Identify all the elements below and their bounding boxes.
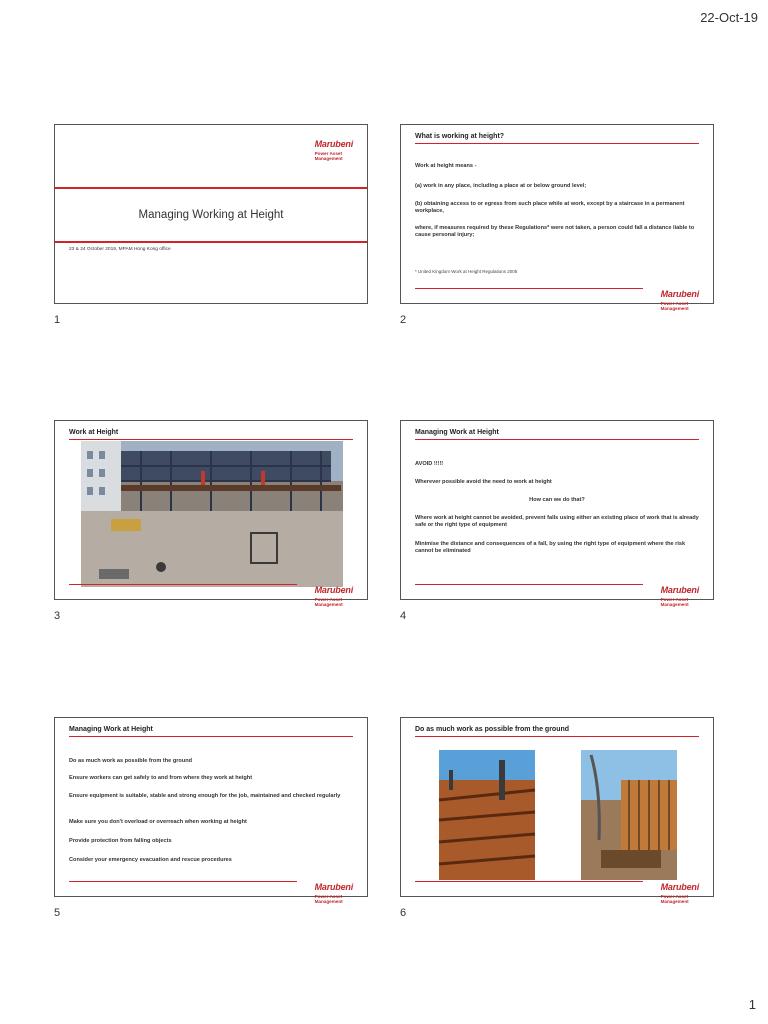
formwork-photo xyxy=(439,750,535,880)
text-line: Ensure equipment is suitable, stable and strong enough for the job, maintained and checked regularly xyxy=(69,793,341,799)
text-line: Do as much work as possible from the ground xyxy=(69,758,193,764)
slide-title: Work at Height xyxy=(69,429,119,436)
slide-5 xyxy=(54,717,368,904)
title-rule xyxy=(415,143,699,144)
slide-1 xyxy=(54,124,368,304)
slide-subtitle: 23 & 24 October 2019, MPAM Hong Kong office xyxy=(69,247,171,252)
slide-number: 6 xyxy=(400,907,407,919)
title-rule xyxy=(69,736,353,737)
marubeni-logo: Marubeni Power Asset Management xyxy=(660,882,699,904)
footer-rule xyxy=(415,881,643,882)
slide-3 xyxy=(54,420,368,607)
text-line: Provide protection from falling objects xyxy=(69,838,172,844)
text-line: Minimise the distance and consequences of a fall, by using the right type of equipment where the risk cannot be eliminated xyxy=(415,541,686,554)
footnote: * United Kingdom Work at Height Regulations 2005 xyxy=(415,269,518,274)
slide-number: 3 xyxy=(54,610,61,622)
slide-number: 5 xyxy=(54,907,61,919)
slide-title: Managing Work at Height xyxy=(415,429,499,436)
text-line: Consider your emergency evacuation and rescue procedures xyxy=(69,857,232,863)
footer-rule xyxy=(415,584,643,585)
footer-rule xyxy=(415,288,643,289)
marubeni-logo: Marubeni Power Asset Management xyxy=(314,585,353,607)
page-date: 22-Oct-19 xyxy=(700,10,758,25)
text-line: AVOID !!!!! xyxy=(415,461,444,467)
text-line: Wherever possible avoid the need to work at height xyxy=(415,479,552,485)
text-line: Ensure workers can get safely to and from where they work at height xyxy=(69,775,253,781)
text-line: How can we do that? xyxy=(529,497,585,503)
title-rule xyxy=(415,736,699,737)
text-line: Work at height means - xyxy=(415,163,477,169)
text-line: Where work at height cannot be avoided, prevent falls using either an existing place of work that is already safe or the right type of equipment xyxy=(415,515,699,528)
rebar-photo xyxy=(581,750,677,880)
slide-number: 1 xyxy=(54,314,61,326)
footer-rule xyxy=(69,584,297,585)
footer-rule xyxy=(69,881,297,882)
slide-title: Managing Working at Height xyxy=(138,209,284,221)
marubeni-logo: Marubeni Power Asset Management xyxy=(314,882,353,904)
slide-4 xyxy=(400,420,714,607)
slide-6 xyxy=(400,717,714,904)
slide-title: Do as much work as possible from the ground xyxy=(415,726,570,733)
text-line: (a) work in any place, including a place at or below ground level; xyxy=(415,183,587,189)
title-rule-top xyxy=(55,187,367,189)
text-line: (b) obtaining access to or egress from such place while at work, except by a staircase in a permanent workplace, xyxy=(415,201,685,214)
title-rule-bottom xyxy=(55,241,367,243)
slide-title: Managing Work at Height xyxy=(69,726,153,733)
title-rule xyxy=(415,439,699,440)
slide-title: What is working at height? xyxy=(415,133,505,140)
marubeni-logo: Marubeni Power Asset Management xyxy=(660,289,699,311)
text-line: where, if measures required by these Regulations* were not taken, a person could fall a distance liable to cause personal injury; xyxy=(415,225,695,238)
slide-2 xyxy=(400,124,714,311)
slide-number: 4 xyxy=(400,610,407,622)
text-line: Make sure you don't overload or overreach when working at height xyxy=(69,819,247,825)
slide-number: 2 xyxy=(400,314,407,326)
steel-structure-photo xyxy=(81,441,343,587)
marubeni-logo: Marubeni Power Asset Management xyxy=(660,585,699,607)
page-number: 1 xyxy=(748,997,756,1012)
marubeni-logo: Marubeni Power Asset Management xyxy=(314,139,353,161)
title-rule xyxy=(69,439,353,440)
